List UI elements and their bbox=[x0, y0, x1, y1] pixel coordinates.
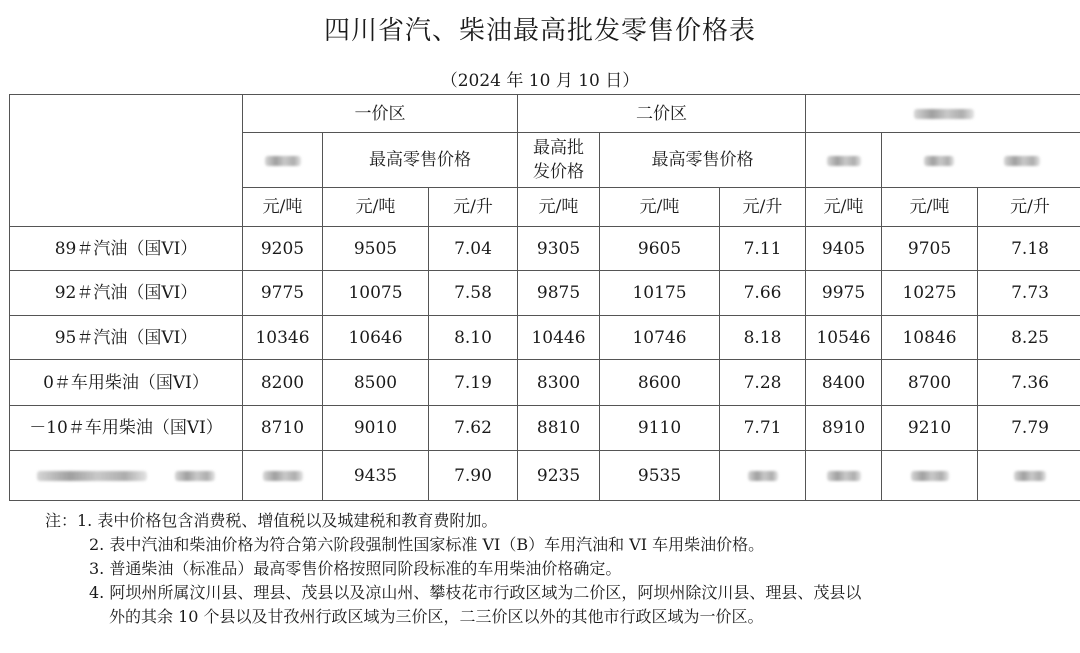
product-header-cell bbox=[10, 95, 243, 227]
price-cell: 8910 bbox=[806, 406, 882, 451]
price-cell: 9535 bbox=[600, 451, 720, 501]
price-cell: 7.36 bbox=[978, 360, 1080, 406]
product-name bbox=[10, 451, 243, 501]
note-item: 4. 阿坝州所属汶川县、理县、茂县以及凉山州、攀枝花市行政区域为二价区，阿坝州除汶川县、理县、茂县以 bbox=[89, 583, 862, 602]
zone3-wholesale-header bbox=[806, 133, 882, 188]
page-title: 四川省汽、柴油最高批发零售价格表 bbox=[323, 16, 756, 46]
price-cell: 7.28 bbox=[720, 360, 806, 406]
zone2-wholesale-header: 最高批发价格 bbox=[518, 133, 600, 188]
price-cell: 10546 bbox=[806, 316, 882, 360]
price-cell: 8710 bbox=[243, 406, 323, 451]
price-cell: 9605 bbox=[600, 227, 720, 271]
product-name: 0＃车用柴油（国VI） bbox=[10, 360, 243, 406]
unit-cell: 元/吨 bbox=[600, 188, 720, 227]
price-cell: 8300 bbox=[518, 360, 600, 406]
price-cell: 9875 bbox=[518, 271, 600, 316]
price-cell: 7.04 bbox=[429, 227, 518, 271]
unit-cell: 元/吨 bbox=[518, 188, 600, 227]
table-row bbox=[10, 271, 1080, 316]
price-cell: 9235 bbox=[518, 451, 600, 501]
price-cell: 10746 bbox=[600, 316, 720, 360]
note-item-continued: 外的其余 10 个县以及甘孜州行政区域为三价区，二三价区以外的其他市行政区域为一价区。 bbox=[109, 607, 764, 626]
price-cell: 7.62 bbox=[429, 406, 518, 451]
unit-cell: 元/升 bbox=[978, 188, 1080, 227]
price-cell: 9305 bbox=[518, 227, 600, 271]
price-cell: 8500 bbox=[323, 360, 429, 406]
price-cell: 8810 bbox=[518, 406, 600, 451]
product-name: －10＃车用柴油（国VI） bbox=[10, 406, 243, 451]
table-row bbox=[10, 316, 1080, 360]
product-name: 89＃汽油（国VI） bbox=[10, 227, 243, 271]
price-cell: 7.58 bbox=[429, 271, 518, 316]
price-cell: 8.10 bbox=[429, 316, 518, 360]
price-cell: 9205 bbox=[243, 227, 323, 271]
unit-cell: 元/吨 bbox=[243, 188, 323, 227]
price-cell: 9705 bbox=[882, 227, 978, 271]
price-cell: 8400 bbox=[806, 360, 882, 406]
price-cell bbox=[806, 451, 882, 501]
price-cell bbox=[978, 451, 1080, 501]
note-item: 2. 表中汽油和柴油价格为符合第六阶段强制性国家标准 VI（B）车用汽油和 VI 车用柴油价格。 bbox=[89, 535, 765, 554]
price-cell bbox=[720, 451, 806, 501]
price-cell: 10646 bbox=[323, 316, 429, 360]
price-cell: 7.66 bbox=[720, 271, 806, 316]
zone2-header: 二价区 bbox=[518, 95, 806, 133]
price-cell: 9110 bbox=[600, 406, 720, 451]
price-table bbox=[9, 94, 1080, 501]
price-cell: 9405 bbox=[806, 227, 882, 271]
price-cell bbox=[882, 451, 978, 501]
price-cell: 7.18 bbox=[978, 227, 1080, 271]
price-cell: 9010 bbox=[323, 406, 429, 451]
price-cell: 10346 bbox=[243, 316, 323, 360]
price-cell: 8600 bbox=[600, 360, 720, 406]
unit-cell: 元/吨 bbox=[882, 188, 978, 227]
price-cell: 10175 bbox=[600, 271, 720, 316]
zone2-retail-header: 最高零售价格 bbox=[600, 133, 806, 188]
table-row bbox=[10, 451, 1080, 501]
price-cell: 9775 bbox=[243, 271, 323, 316]
table-row bbox=[10, 227, 1080, 271]
date-subtitle: （2024 年 10 月 10 日） bbox=[440, 71, 640, 91]
notes-section bbox=[45, 509, 1075, 629]
price-cell: 8.25 bbox=[978, 316, 1080, 360]
price-cell: 10075 bbox=[323, 271, 429, 316]
price-cell: 7.79 bbox=[978, 406, 1080, 451]
table-row bbox=[10, 360, 1080, 406]
unit-cell: 元/升 bbox=[720, 188, 806, 227]
product-name: 92＃汽油（国VI） bbox=[10, 271, 243, 316]
price-cell: 10446 bbox=[518, 316, 600, 360]
unit-cell: 元/吨 bbox=[806, 188, 882, 227]
note-item: 3. 普通柴油（标准品）最高零售价格按照同阶段标准的车用柴油价格确定。 bbox=[89, 559, 622, 578]
price-cell: 7.73 bbox=[978, 271, 1080, 316]
price-cell: 7.11 bbox=[720, 227, 806, 271]
price-cell: 10846 bbox=[882, 316, 978, 360]
price-cell: 7.90 bbox=[429, 451, 518, 501]
price-cell: 9975 bbox=[806, 271, 882, 316]
zone3-retail-header bbox=[882, 133, 1080, 188]
zone1-retail-header: 最高零售价格 bbox=[323, 133, 518, 188]
price-cell: 7.19 bbox=[429, 360, 518, 406]
price-cell: 10275 bbox=[882, 271, 978, 316]
price-cell: 9210 bbox=[882, 406, 978, 451]
price-cell: 9435 bbox=[323, 451, 429, 501]
note-item: 注：1. 表中价格包含消费税、增值税以及城建税和教育费附加。 bbox=[45, 511, 498, 530]
table-row bbox=[10, 406, 1080, 451]
price-cell bbox=[243, 451, 323, 501]
price-cell: 7.71 bbox=[720, 406, 806, 451]
zone1-wholesale-header bbox=[243, 133, 323, 188]
zone3-header bbox=[806, 95, 1080, 133]
product-name: 95＃汽油（国VI） bbox=[10, 316, 243, 360]
unit-cell: 元/升 bbox=[429, 188, 518, 227]
price-cell: 8700 bbox=[882, 360, 978, 406]
price-cell: 8200 bbox=[243, 360, 323, 406]
unit-cell: 元/吨 bbox=[323, 188, 429, 227]
price-cell: 9505 bbox=[323, 227, 429, 271]
zone1-header: 一价区 bbox=[243, 95, 518, 133]
price-cell: 8.18 bbox=[720, 316, 806, 360]
